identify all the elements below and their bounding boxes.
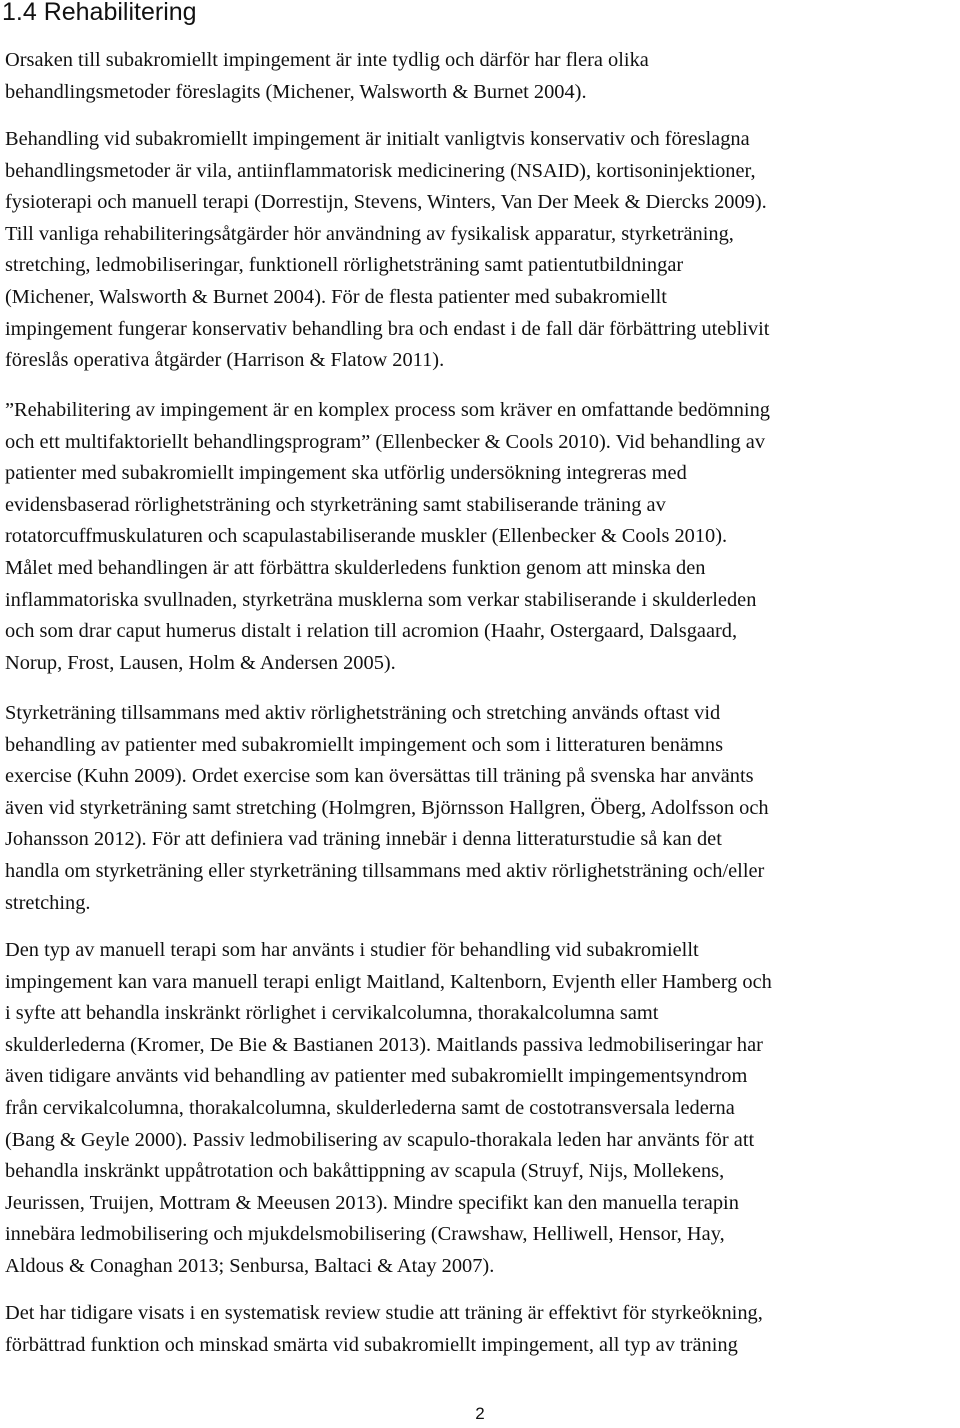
text-line: innebära ledmobilisering och mjukdelsmobilisering (Crawshaw, Helliwell, Hensor, Hay, (5, 1223, 725, 1246)
text-line: och som drar caput humerus distalt i relation till acromion (Haahr, Ostergaard, Dalsgaard, (5, 620, 738, 643)
text-line: handla om styrketräning eller styrketräning tillsammans med aktiv rörlighetsträning och/eller (5, 859, 765, 882)
page-number: 2 (475, 1404, 485, 1423)
text-line: behandlingsmetoder är vila, antiinflammatorisk medicinering (NSAID), kortisoninjektioner, (5, 159, 756, 182)
text-line: (Bang & Geyle 2000). Passiv ledmobilisering av scapulo-thorakala leden har använts för att (5, 1128, 755, 1151)
paragraph-rehabilitation-process (5, 395, 770, 679)
text-line: behandling av patienter med subakromiellt impingement och som i litteraturen benämns (5, 733, 724, 756)
text-line: behandla inskränkt uppåtrotation och bakåttippning av scapula (Struyf, Nijs, Mollekens, (5, 1160, 725, 1183)
text-line: skulderlederna (Kromer, De Bie & Bastianen 2013). Maitlands passiva ledmobiliseringar har (5, 1033, 763, 1056)
text-line: exercise (Kuhn 2009). Ordet exercise som kan översättas till träning på svenska har använts (5, 765, 754, 788)
text-line: patienter med subakromiellt impingement ska utförlig undersökning integreras med (5, 462, 687, 485)
section-heading: 1.4 Rehabilitering (2, 0, 197, 26)
paragraph-systematic-review (5, 1298, 763, 1361)
text-line: Det har tidigare visats i en systematisk review studie att träning är effektivt för styrkeökning, (5, 1302, 763, 1324)
text-line: stretching, ledmobiliseringar, funktionell rörlighetsträning samt patientutbildningar (5, 254, 684, 277)
text-line: från cervikalcolumna, thorakalcolumna, skulderlederna samt de costotransversala lederna (5, 1096, 735, 1119)
text-line: Norup, Frost, Lausen, Holm & Andersen 2005). (5, 651, 396, 674)
text-line: stretching. (5, 891, 91, 914)
text-line: fysioterapi och manuell terapi (Dorrestijn, Stevens, Winters, Van Der Meek & Diercks 2009). (5, 191, 767, 214)
text-line: Den typ av manuell terapi som har använts i studier för behandling vid subakromiellt (5, 939, 699, 961)
text-line: Målet med behandlingen är att förbättra skulderledens funktion genom att minska den (5, 556, 706, 579)
paragraph-treatment-overview (5, 124, 769, 377)
text-line: impingement kan vara manuell terapi enligt Maitland, Kaltenborn, Evjenth eller Hamberg och (5, 970, 772, 993)
text-line: Orsaken till subakromiellt impingement är inte tydlig och därför har flera olika (5, 49, 649, 71)
paragraph-etiology (5, 45, 649, 108)
text-line: impingement fungerar konservativ behandling bra och endast i de fall där förbättring uteblivit (5, 317, 770, 340)
text-line: även tidigare använts vid behandling av patienter med subakromiellt impingementsyndrom (5, 1065, 748, 1088)
paragraph-exercise (5, 698, 769, 919)
text-line: Aldous & Conaghan 2013; Senbursa, Baltaci & Atay 2007). (5, 1254, 495, 1277)
text-line: även vid styrketräning samt stretching (Holmgren, Björnsson Hallgren, Öberg, Adolfsson och (5, 796, 769, 819)
text-line: behandlingsmetoder föreslagits (Michener, Walsworth & Burnet 2004). (5, 80, 587, 103)
text-line: Jeurissen, Truijen, Mottram & Meeusen 2013). Mindre specifikt kan den manuella terapin (5, 1191, 739, 1214)
text-line: (Michener, Walsworth & Burnet 2004). För de flesta patienter med subakromiellt (5, 285, 667, 308)
text-line: förbättrad funktion och minskad smärta vid subakromiellt impingement, all typ av träning (5, 1333, 738, 1356)
text-line: och ett multifaktoriellt behandlingsprogram” (Ellenbecker & Cools 2010). Vid behandling av (5, 430, 766, 453)
paragraph-manual-therapy (5, 935, 772, 1283)
text-line: inflammatoriska svullnaden, styrketräna musklerna som verkar stabiliserande i skulderleden (5, 588, 757, 611)
text-line: rotatorcuffmuskulaturen och scapulastabiliserande muskler (Ellenbecker & Cools 2010). (5, 525, 728, 548)
text-line: Behandling vid subakromiellt impingement är initialt vanligtvis konservativ och föreslagna (5, 128, 750, 150)
text-line: Styrketräning tillsammans med aktiv rörlighetsträning och stretching används oftast vid (5, 702, 721, 724)
text-line: ”Rehabilitering av impingement är en komplex process som kräver en omfattande bedömning (5, 399, 770, 421)
text-line: Johansson 2012). För att definiera vad träning innebär i denna litteraturstudie så kan det (5, 828, 722, 851)
text-line: föreslås operativa åtgärder (Harrison & Flatow 2011). (5, 349, 445, 372)
text-line: Till vanliga rehabiliteringsåtgärder hör användning av fysikalisk apparatur, styrketräning, (5, 222, 734, 245)
text-line: i syfte att behandla inskränkt rörlighet i cervikalcolumna, thorakalcolumna samt (5, 1002, 659, 1025)
text-line: evidensbaserad rörlighetsträning och styrketräning samt stabiliserande träning av (5, 493, 666, 516)
